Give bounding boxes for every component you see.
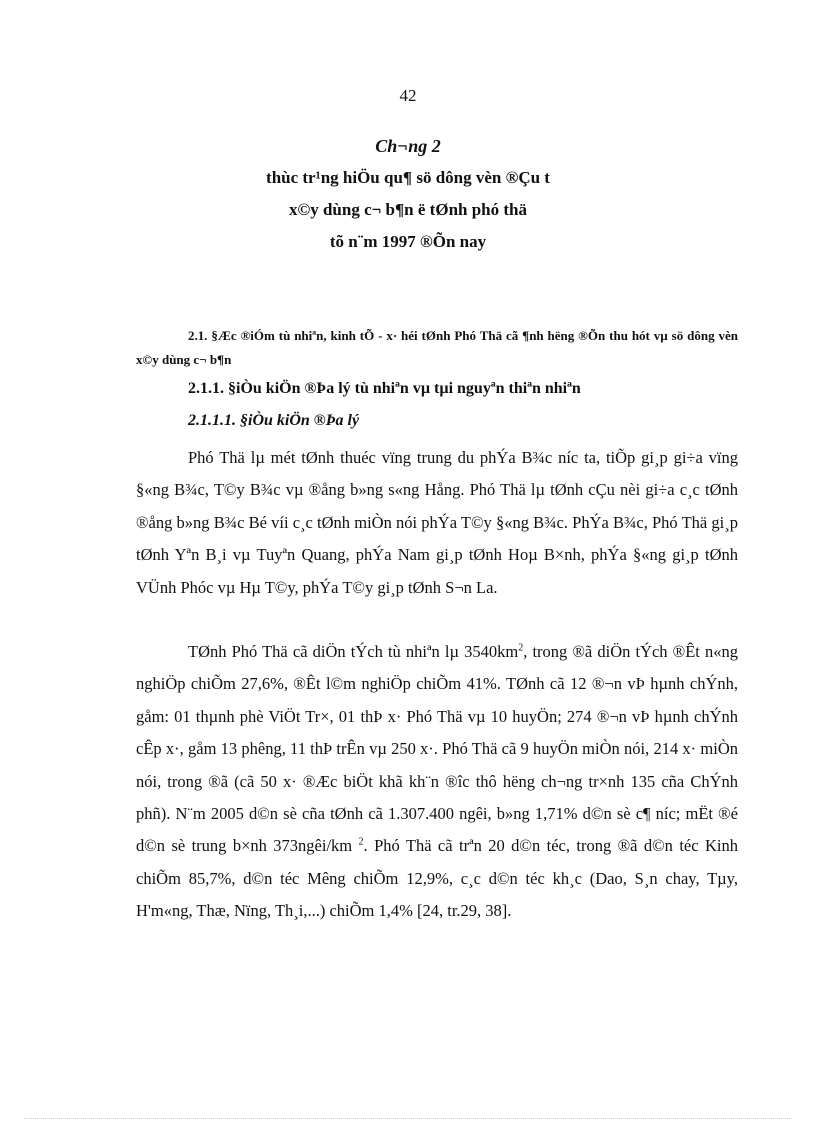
paragraph-administration	[136, 636, 738, 928]
superscript-area: 2	[518, 642, 524, 654]
superscript-density: 2	[358, 836, 364, 848]
page-bottom-border	[24, 1118, 792, 1119]
paragraph-text-part: TØnh Phó Thä cã diÖn tÝch tù nhiªn lµ 3540km	[188, 642, 519, 661]
chapter-label: Ch¬ng 2	[375, 136, 441, 156]
section-heading: 2.1. §Æc ®iÓm tù nhiªn, kinh tÕ - x· héi tØnh Phó Thä cã ¶nh hëng ®Õn thu hót vµ sö dông vèn x©y dùng c¬ b¶n	[136, 328, 738, 367]
chapter-title-line-2: x©y dùng c¬ b¶n ë tØnh phó thä	[289, 200, 527, 219]
paragraph-text-part: , trong ®ã diÖn tÝch ®Êt n«ng nghiÖp chiÕm 27,6%, ®Êt l©m nghiÖp chiÕm 41%. TØnh cã 12 ®¬n vÞ hµnh chÝnh, gåm: 01 thµnh phè ViÖt Tr×, 01 thÞ x· Phó Thä vµ 10 huyÖn; 274 ®¬n vÞ hµnh chÝnh cÊp x·, gåm 13 phêng, 11 thÞ trÊn vµ 250 x·. Phó Thä cã 9 huyÖn miÒn nói, 214 x· miÒn nói, trong ®ã (cã 50 x· ®Æc biÖt khã kh¨n ®îc thô hëng ch¬ng tr×nh 135 cña ChÝnh phñ). N¨m 2005 d©n sè cña tØnh cã 1.307.400 ngêi, b»ng 1,71% d©n sè c¶ níc; mËt ®é d©n sè trung b×nh 373ngêi/km	[136, 642, 738, 856]
chapter-header	[0, 130, 816, 258]
paragraph-text-part: . Phó Thä cã trªn 20 d©n téc, trong ®ã d©n téc Kinh chiÕm 85,7%, d©n téc Mêng chiÕm 12,9%, c¸c d©n téc kh¸c (Dao, S¸n chay, Tµy, H'm«ng, Thæ, Nïng, Th¸i,...) chiÕm 1,4% [24, tr.29, 38].	[136, 836, 738, 921]
paragraph-geography: Phó Thä lµ mét tØnh thuéc vïng trung du phÝa B¾c níc ta, tiÕp gi¸p gi÷a vïng §«ng B¾c, T©y B¾c vµ ®ång b»ng s«ng Hång. Phó Thä lµ tØnh cÇu nèi gi÷a c¸c tØnh ®ång b»ng B¾c Bé víi c¸c tØnh miÒn nói phÝa T©y §«ng B¾c. PhÝa B¾c, Phó Thä gi¸p tØnh Yªn B¸i vµ Tuyªn Quang, phÝa Nam gi¸p tØnh Hoµ B×nh, phÝa §«ng gi¸p tØnh VÜnh Phóc vµ Hµ T©y, phÝa T©y gi¸p tØnh S¬n La.	[136, 448, 738, 597]
page-number: 42	[399, 86, 417, 105]
subsection-heading: 2.1.1. §iÒu kiÖn ®Þa lý tù nhiªn vµ tµi nguyªn thiªn nhiªn	[188, 380, 581, 397]
chapter-title-line-3: tõ n¨m 1997 ®Õn nay	[329, 232, 487, 251]
sub-subsection-heading: 2.1.1.1. §iÒu kiÖn ®Þa lý	[188, 412, 360, 429]
chapter-title-line-1: thùc tr¹ng hiÖu qu¶ sö dông vèn ®Çu t	[266, 168, 550, 187]
